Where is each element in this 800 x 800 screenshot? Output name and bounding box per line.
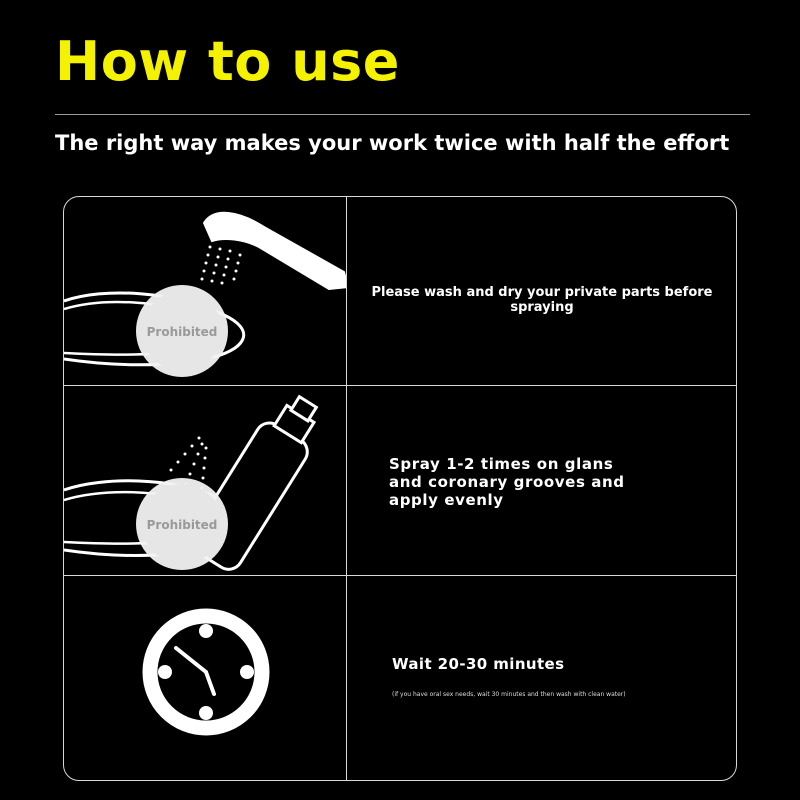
step-2-text: Spray 1-2 times on glans and coronary grooves and apply evenly — [389, 455, 625, 509]
step-2-illustration — [64, 386, 346, 575]
page-subtitle: The right way makes your work twice with half the effort — [55, 131, 730, 155]
spray-bottle-icon — [64, 386, 346, 575]
step-3-text: Wait 20-30 minutes — [392, 655, 565, 673]
instructions-panel — [63, 196, 737, 781]
shower-head-icon — [64, 197, 346, 385]
prohibited-badge: Prohibited — [146, 325, 218, 339]
step-3-note: (if you have oral sex needs, wait 30 minutes and then wash with clean water) — [392, 691, 626, 698]
header-divider — [55, 114, 750, 115]
step-1-text: Please wash and dry your private parts before spraying — [371, 285, 713, 315]
page-title: How to use — [55, 30, 400, 93]
step-3-illustration — [64, 576, 346, 781]
clock-icon — [64, 576, 346, 781]
prohibited-badge: Prohibited — [146, 518, 218, 532]
step-1-illustration — [64, 197, 346, 385]
